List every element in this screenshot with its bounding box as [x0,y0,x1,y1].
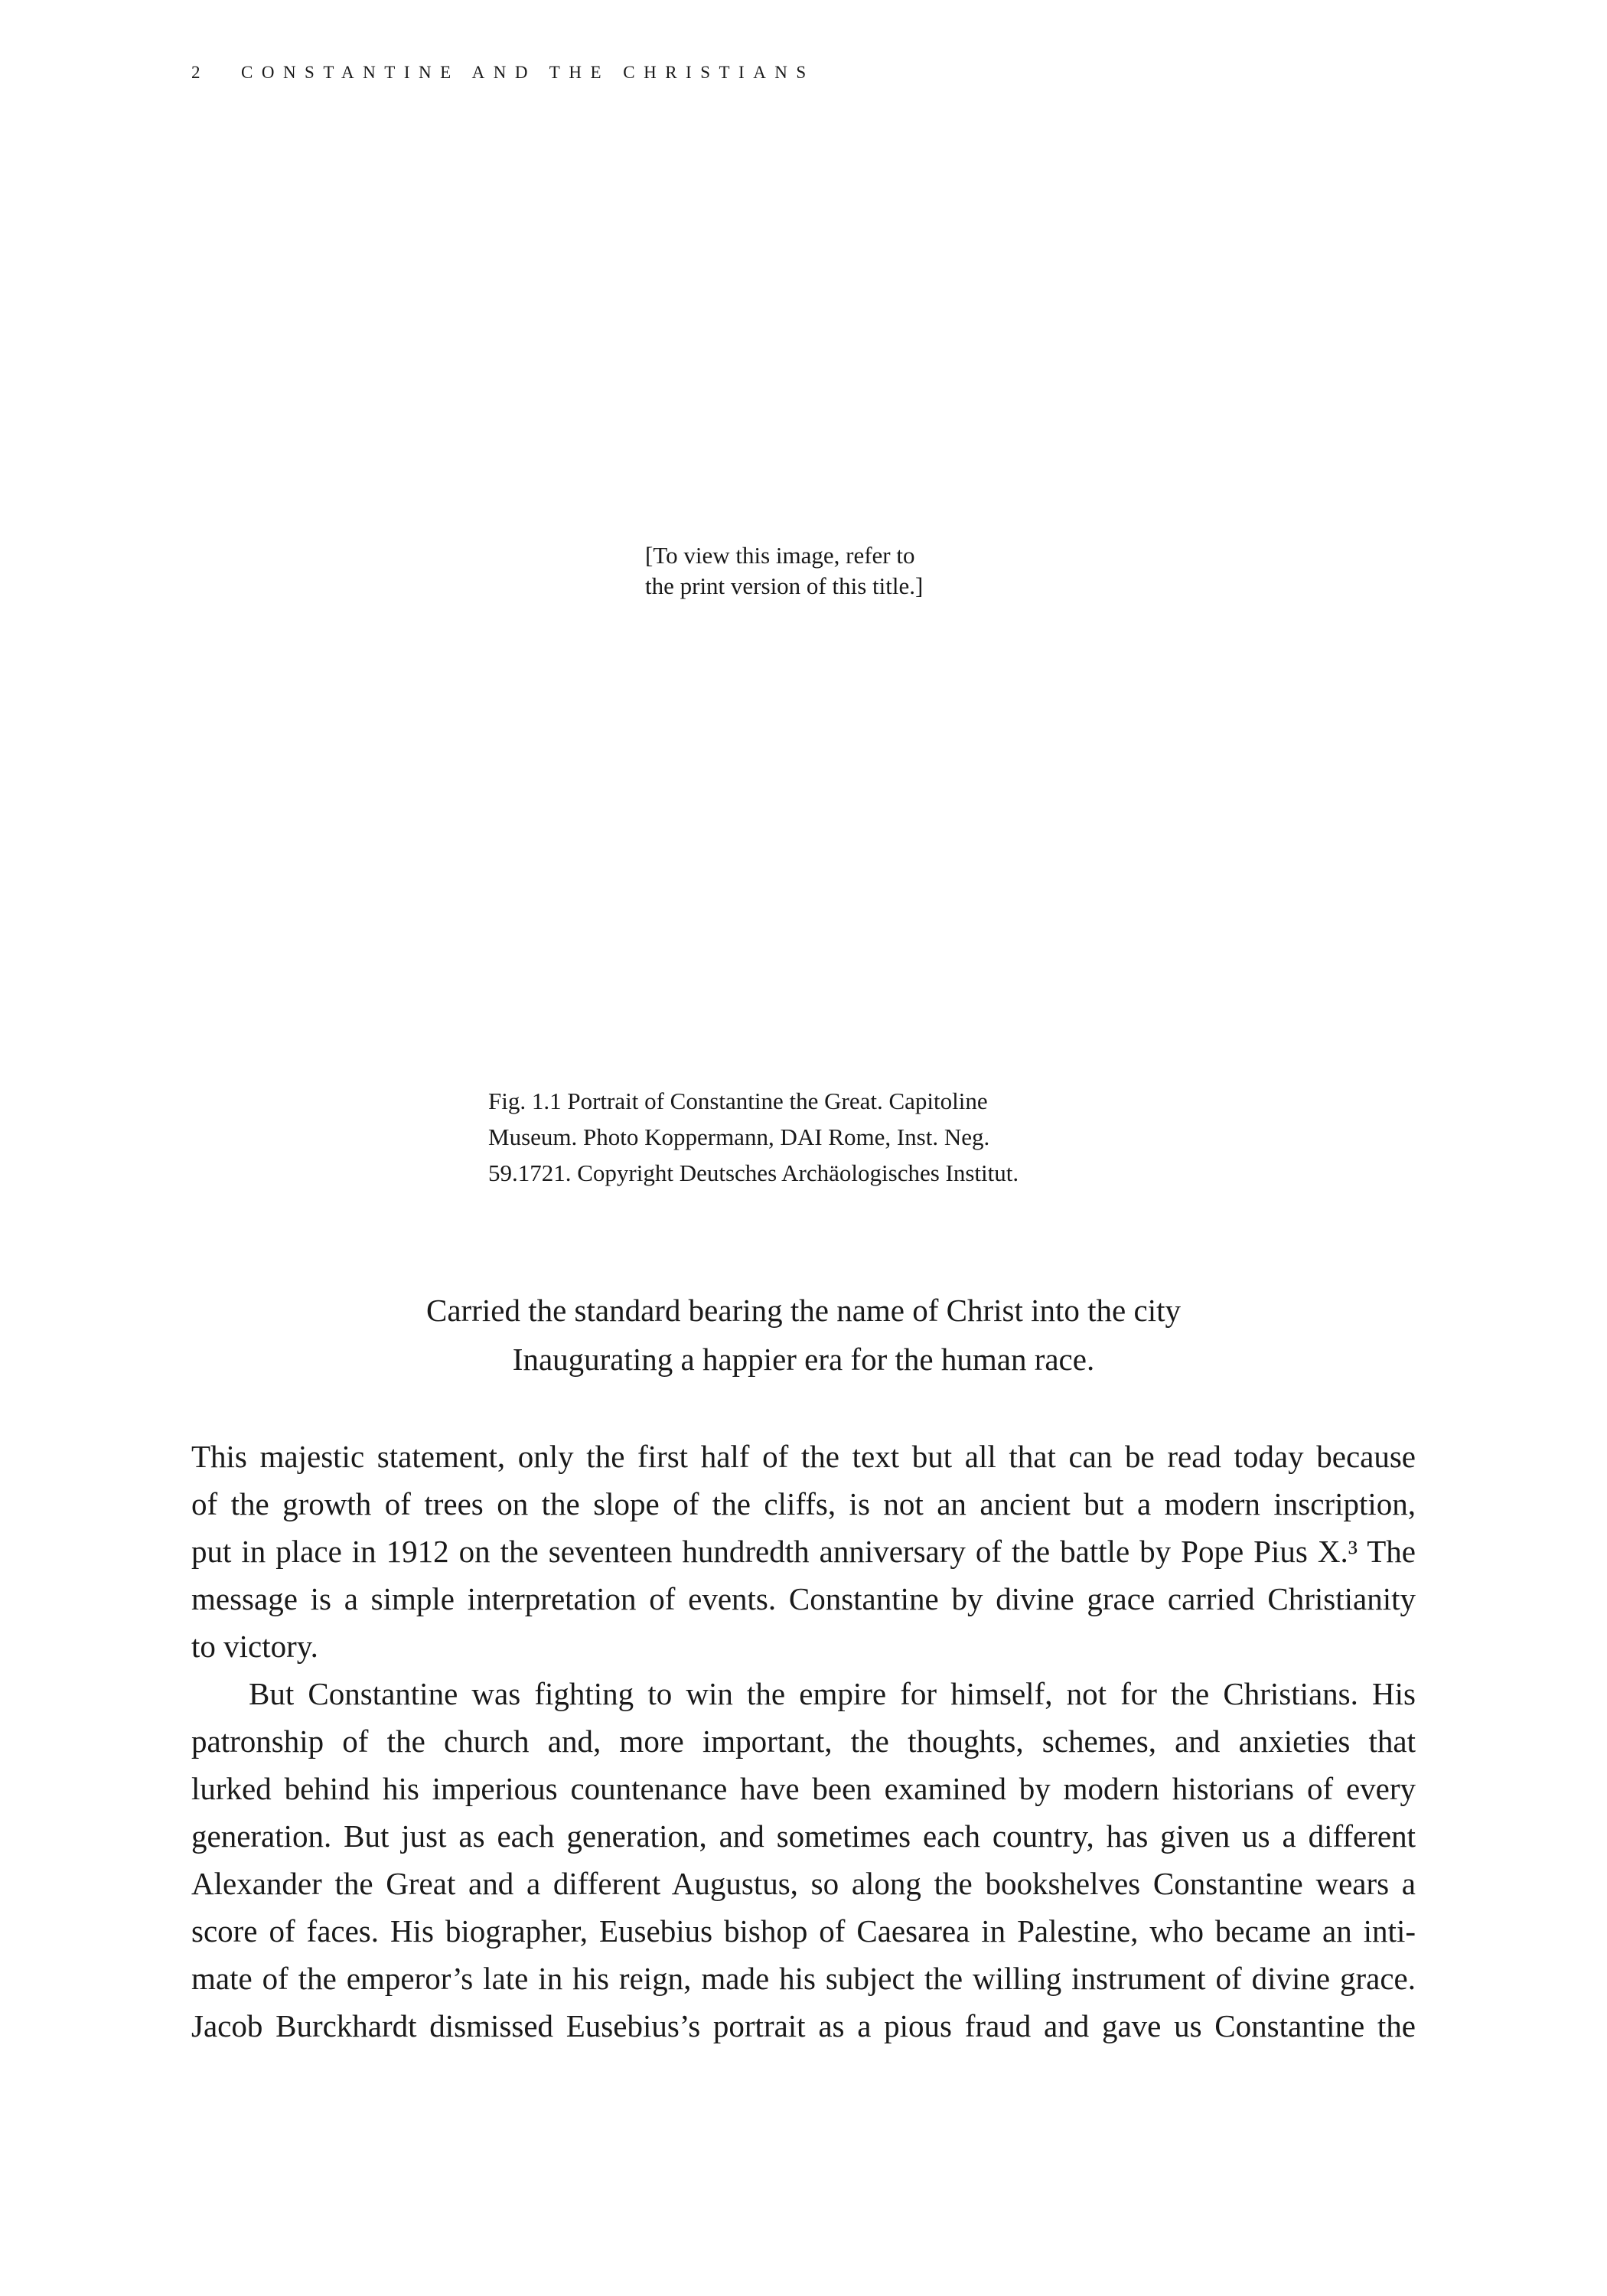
body-text [191,1433,1416,2050]
placeholder-line: [To view this image, refer to [645,542,915,569]
epigraph-line: Inaugurating a happier era for the human race. [512,1342,1095,1377]
epigraph-line: Carried the standard bearing the name of Christ into the city [426,1293,1181,1328]
caption-line: 59.1721. Copyright Deutsches Archäologisches Institut. [488,1159,1019,1186]
text-line: message is a simple interpretation of events. Constantine by divine grace carried Christianity [191,1581,1416,1616]
figure-caption [488,1083,1100,1191]
running-title: CONSTANTINE AND THE CHRISTIANS [241,63,815,82]
text-line: to victory. [191,1629,318,1664]
text-line: patronship of the church and, more important, the thoughts, schemes, and anxieties that [191,1724,1416,1759]
page-number: 2 [191,63,209,82]
text-line: generation. But just as each generation, and sometimes each country, has given us a different [191,1818,1416,1854]
placeholder-line: the print version of this title.] [645,572,924,599]
text-line: But Constantine was fighting to win the empire for himself, not for the Christians. His [249,1676,1416,1711]
caption-line: Fig. 1.1 Portrait of Constantine the Great. Capitoline [488,1088,988,1114]
text-line: mate of the emperor’s late in his reign, made his subject the willing instrument of divine grace. [191,1961,1416,1996]
text-line: Alexander the Great and a different Augustus, so along the bookshelves Constantine wears a [191,1866,1416,1901]
text-line: Jacob Burckhardt dismissed Eusebius’s portrait as a pious fraud and gave us Constantine the [191,2008,1416,2043]
text-line: put in place in 1912 on the seventeen hundredth anniversary of the battle by Pope Pius X.³ The [191,1534,1416,1569]
paragraph-2 [191,1670,1416,2050]
text-line: of the growth of trees on the slope of the cliffs, is not an ancient but a modern inscription, [191,1486,1416,1521]
text-line: This majestic statement, only the first half of the text but all that can be read today because [191,1439,1416,1474]
text-line: score of faces. His biographer, Eusebius bishop of Caesarea in Palestine, who became an inti- [191,1913,1416,1949]
image-placeholder [645,540,923,602]
text-line: lurked behind his imperious countenance have been examined by modern historians of every [191,1771,1416,1806]
paragraph-1 [191,1433,1416,1670]
caption-line: Museum. Photo Koppermann, DAI Rome, Inst. Neg. [488,1124,990,1150]
epigraph [191,1286,1416,1384]
running-head [191,63,815,83]
